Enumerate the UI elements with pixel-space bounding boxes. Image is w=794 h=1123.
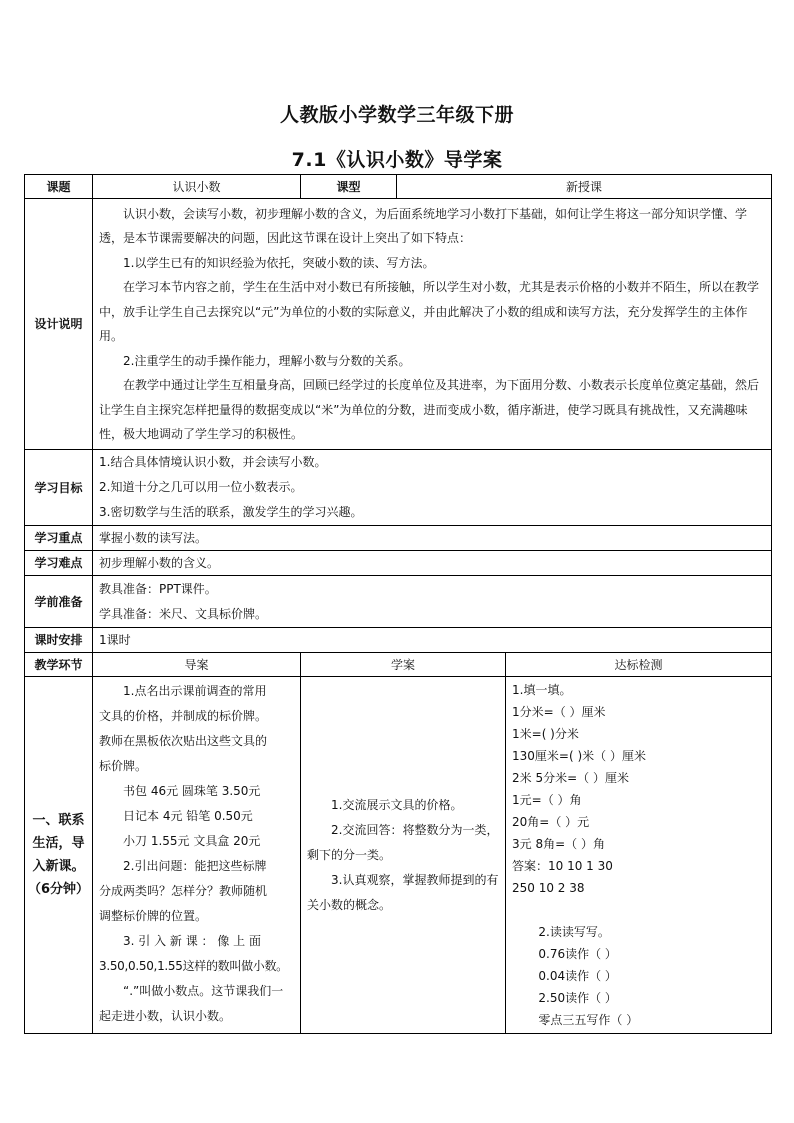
stage1-label-line: 入新课。 (32, 859, 85, 874)
prep-content (93, 576, 772, 628)
study-item: 3.认真观察，掌握教师提到的有关小数的概念。 (307, 872, 499, 912)
key-point-label: 学习重点 (25, 526, 93, 551)
type-value: 新授课 (397, 175, 772, 199)
section-header-row (25, 653, 772, 677)
check-content (506, 677, 772, 1034)
check-line: 250 10 2 38 (512, 881, 585, 895)
topic-value: 认识小数 (93, 175, 301, 199)
stage1-row (25, 677, 772, 1034)
design-paragraph: 2.注重学生的动手操作能力，理解小数与分数的关系。 (123, 353, 411, 368)
design-row (25, 199, 772, 450)
guide-line: 2.引出问题：能把这些标牌 (123, 859, 267, 873)
stage1-label-line: （6分钟） (27, 882, 90, 897)
goals-label: 学习目标 (25, 450, 93, 526)
prep-item: 学具准备：米尺、文具标价牌。 (99, 606, 268, 621)
goal-item: 1.结合具体情境认识小数，并会读写小数。 (99, 455, 327, 469)
stage1-label-line: 一、联系 (32, 813, 85, 828)
guide-line: 1.点名出示课前调查的常用 (123, 684, 267, 698)
design-paragraph: 1.以学生已有的知识经验为依托，突破小数的读、写方法。 (123, 255, 435, 270)
document-subtitle: 7.1《认识小数》导学案 (291, 149, 503, 171)
stage1-label-line: 生活，导 (32, 836, 85, 851)
guide-line: 小刀 1.55元 文具盒 20元 (123, 834, 261, 848)
check-line: 1元=（ ）角 (512, 793, 582, 807)
topic-label: 课题 (25, 175, 93, 199)
study-header: 学案 (301, 653, 506, 677)
guide-line: 分成两类吗？怎样分？教师随机 (99, 884, 268, 898)
schedule-row (25, 628, 772, 653)
guide-line: 书包 46元 圆珠笔 3.50元 (123, 784, 261, 798)
check-line: 1米=( )分米 (512, 727, 579, 741)
stage1-label (25, 677, 93, 1034)
guide-line: 起走进小数，认识小数。 (99, 1009, 232, 1023)
guide-header: 导案 (93, 653, 301, 677)
check-line: 2.50读作（ ） (538, 991, 617, 1005)
lesson-plan-table (24, 174, 772, 1034)
key-point-row (25, 526, 772, 551)
type-label: 课型 (301, 175, 397, 199)
document-title: 人教版小学数学三年级下册 (279, 104, 514, 126)
check-line: 0.76读作（ ） (538, 947, 617, 961)
stage-header: 教学环节 (25, 653, 93, 677)
check-line: 1.填一填。 (512, 683, 572, 697)
check-line: 2.读读写写。 (538, 925, 610, 939)
check-line: 答案：10 10 1 30 (512, 859, 613, 873)
design-paragraph: 认识小数，会读写小数，初步理解小数的含义，为后面系统地学习小数打下基础，如何让学生将这一部分知识学懂、学透，是本节课需要解决的问题，因此这节课在设计上突出了如下特点： (99, 206, 748, 245)
design-paragraph: 在教学中通过让学生互相量身高，回顾已经学过的长度单位及其进率，为下面用分数、小数表示长度单位奠定基础，然后让学生自主探究怎样把量得的数据变成以“米”为单位的分数，进而变成小数，循序渐进，使学习既具有挑战性，又充满趣味性，极大地调动了学生学习的积极性。 (99, 378, 760, 441)
difficulty-value: 初步理解小数的含义。 (93, 551, 772, 576)
design-paragraph: 在学习本节内容之前，学生在生活中对小数已有所接触，所以学生对小数，尤其是表示价格的小数并不陌生，所以在教学中，放手让学生自己去探究以“元”为单位的小数的实际意义，并由此解决了小数的组成和读写方法，充分发挥学生的主体作用。 (99, 280, 760, 343)
difficulty-row (25, 551, 772, 576)
check-line: 20角=（ ）元 (512, 815, 590, 829)
check-line: 零点三五写作（ ） (538, 1013, 639, 1027)
guide-line: 日记本 4元 铅笔 0.50元 (123, 809, 253, 823)
key-point-value: 掌握小数的读写法。 (93, 526, 772, 551)
prep-item: 教具准备：PPT课件。 (99, 581, 217, 596)
check-line: 130厘米=( )米（ ）厘米 (512, 749, 646, 763)
check-line: 0.04读作（ ） (538, 969, 617, 983)
study-item: 2.交流回答：将整数分为一类，剩下的分一类。 (307, 822, 499, 862)
guide-line: 教师在黑板依次贴出这些文具的 (99, 734, 268, 748)
check-header: 达标检测 (506, 653, 772, 677)
schedule-value: 1课时 (93, 628, 772, 653)
prep-label: 学前准备 (25, 576, 93, 628)
goals-row (25, 450, 772, 526)
goals-content (93, 450, 772, 526)
study-content (301, 677, 506, 1034)
check-line (512, 899, 765, 921)
check-line: 1分米=（ ）厘米 (512, 705, 606, 719)
guide-line: 3. 引 入 新 课 ： 像 上 面 (123, 934, 261, 948)
check-line: 2米 5分米=（ ）厘米 (512, 771, 629, 785)
check-line: 3元 8角=（ ）角 (512, 837, 605, 851)
guide-line: 文具的价格，并制成的标价牌。 (99, 709, 268, 723)
guide-content (93, 677, 301, 1034)
goal-item: 3.密切数学与生活的联系，激发学生的学习兴趣。 (99, 505, 363, 519)
guide-line: 3.50,0.50,1.55这样的数叫做小数。 (99, 959, 288, 973)
design-label: 设计说明 (25, 199, 93, 450)
difficulty-label: 学习难点 (25, 551, 93, 576)
prep-row (25, 576, 772, 628)
guide-line: 标价牌。 (99, 759, 148, 773)
guide-line: “.”叫做小数点。这节课我们一 (123, 984, 284, 998)
study-item: 1.交流展示文具的价格。 (331, 797, 463, 812)
schedule-label: 课时安排 (25, 628, 93, 653)
goal-item: 2.知道十分之几可以用一位小数表示。 (99, 480, 303, 494)
header-row (25, 175, 772, 199)
design-content (93, 199, 772, 450)
guide-line: 调整标价牌的位置。 (99, 909, 208, 923)
